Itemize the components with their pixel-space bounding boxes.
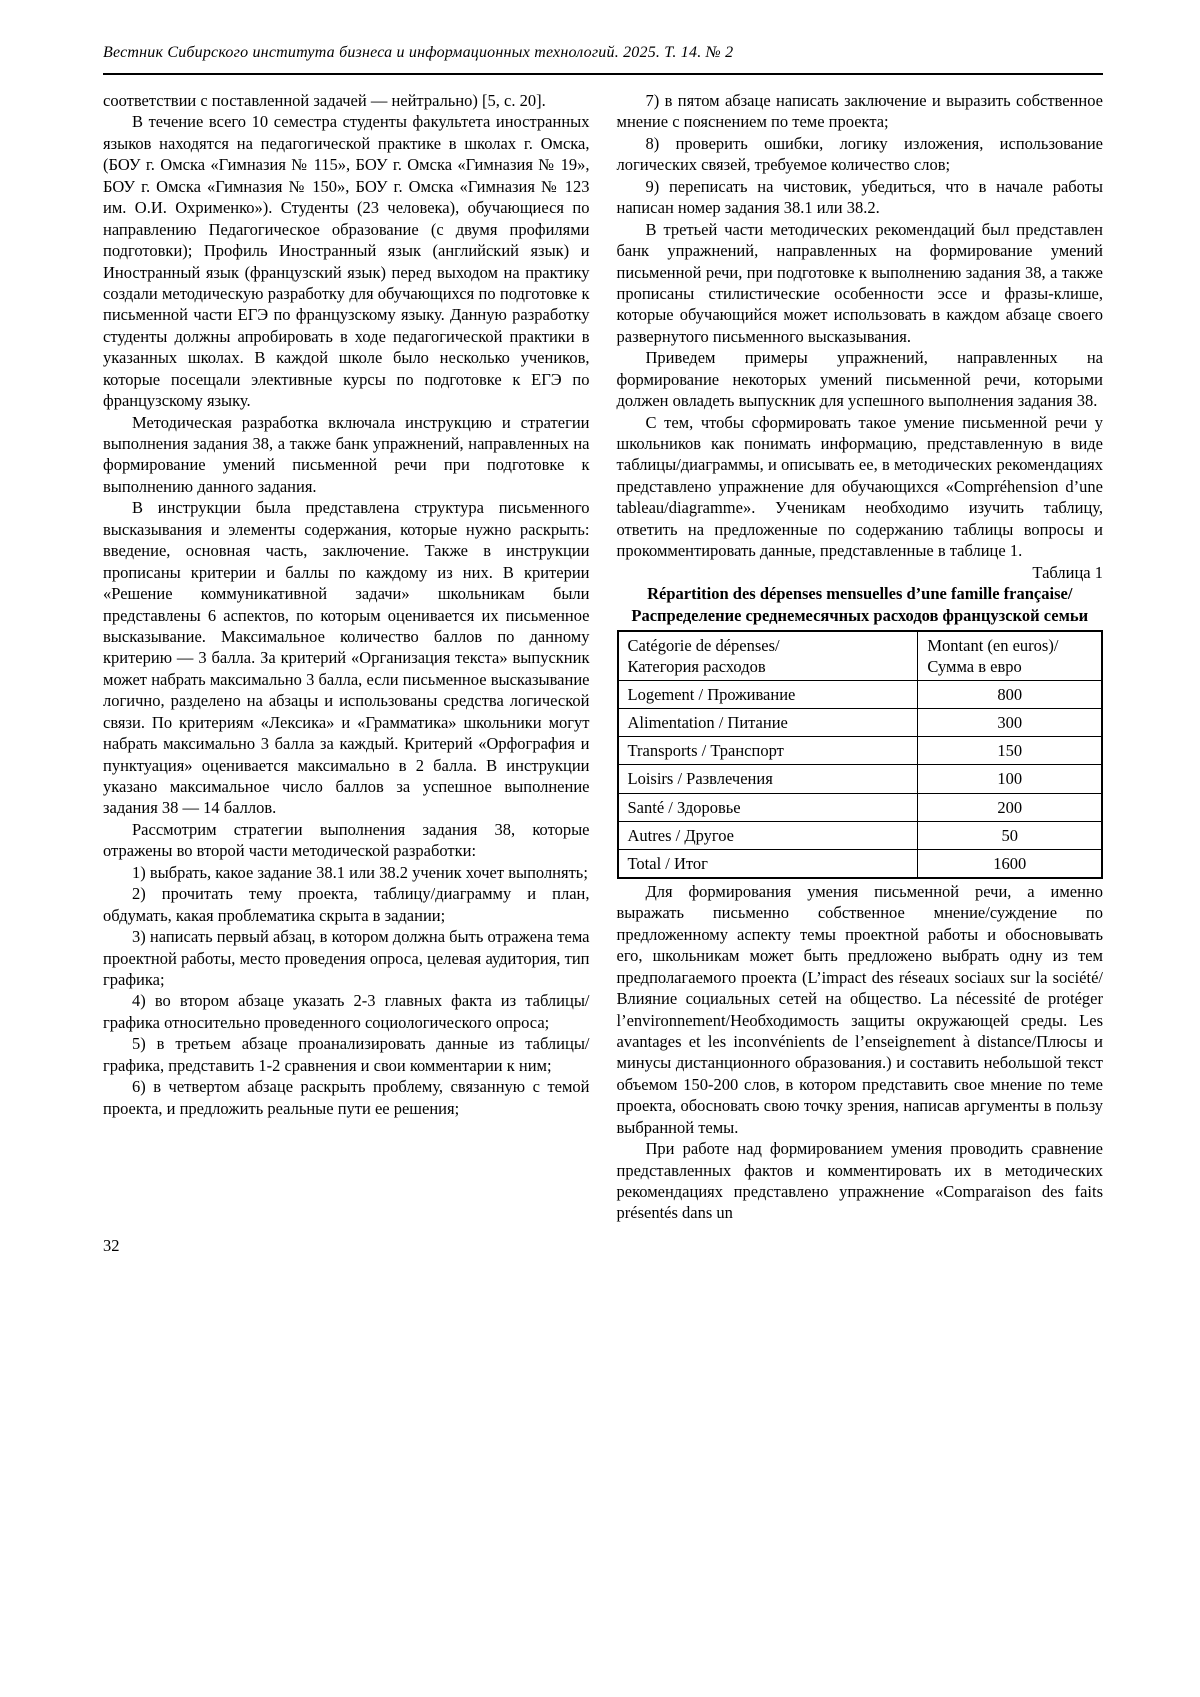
category-cell: Logement / Проживание xyxy=(618,681,918,709)
header-line: Montant (en euros)/ xyxy=(927,635,1059,655)
paragraph: Приведем примеры упражнений, направленных на формирование некоторых умений письменной речи, которыми должен овладеть выпускник для успешного выполнения задания 38. xyxy=(616,348,1103,411)
amount-cell: 300 xyxy=(918,709,1102,737)
amount-cell: 150 xyxy=(918,737,1102,765)
header-line: Catégorie de dépenses/ xyxy=(627,635,780,655)
list-item: 5) в третьем абзаце проанализировать данные из таблицы/графика, представить 1-2 сравнения и свои комментарии к ним; xyxy=(103,1034,590,1075)
header-line: Категория расходов xyxy=(627,657,766,677)
category-cell: Alimentation / Питание xyxy=(618,709,918,737)
left-column xyxy=(103,90,590,1119)
table-row xyxy=(618,681,1103,709)
list-item: 6) в четвертом абзаце раскрыть проблему, связанную с темой проекта, и предложить реальные пути ее решения; xyxy=(103,1077,590,1118)
paragraph: С тем, чтобы сформировать такое умение письменной речи у школьников как понимать информацию, представленную в виде таблицы/диаграммы, и описывать ее, в методических рекомендациях представлено упражнение для обучающихся «Compréhension d’une tableau/diagramme». Ученикам необходимо изучить таблицу, ответить на предложенные по содержанию таблицы вопросы и прокомментировать данные, представленные в таблице 1. xyxy=(616,412,1103,561)
table-caption-label: Таблица 1 xyxy=(1032,562,1103,582)
amount-cell: 800 xyxy=(918,681,1102,709)
amount-header-cell xyxy=(918,631,1102,681)
paragraph: В инструкции была представлена структура письменного высказывания и элементы содержания, которые нужно раскрыть: введение, основная часть, заключение. Также в инструкции прописаны критерии и баллы по каждому из них. В критерии «Решение коммуникативной задачи» школьникам были представлены 6 аспектов, по которым оценивается их письменное высказывание. Максимальное количество баллов по данному критерию — 3 балла. За критерий «Организация текста» выпускник может набрать максимально 3 балла, если письменное высказывание логично, разделено на абзацы и использованы средства логической связи. По критериям «Лексика» и «Грамматика» школьники могут набрать максимально 3 балла за каждый. Критерий «Орфография и пунктуация» оценивается максимально в 2 балла. В инструкции указано максимальное число баллов за успешное выполнение задания 38 — 14 баллов. xyxy=(103,498,590,818)
header-divider xyxy=(103,73,1103,75)
table-row xyxy=(618,821,1103,849)
paragraph: При работе над формированием умения проводить сравнение представленных фактов и комментировать их в методических рекомендациях представлено упражнение «Comparaison des faits présentés dans un xyxy=(616,1139,1103,1223)
page-number: 32 xyxy=(103,1235,120,1255)
paragraph: Для формирования умения письменной речи, а именно выражать письменно собственное мнение/суждение по предложенному аспекту темы проектной работы и обосновывать его, школьникам может быть предложено выбрать одну из тем предполагаемого проекта (L’impact des réseaux sociaux sur la société/ Влияние социальных сетей на общество. La nécessité de protéger l’environnement/Необходимость защиты окружающей среды. Les avantages et les inconvénients de l’enseignement à distance/Плюсы и минусы дистанционного образования.) и составить небольшой текст объемом 150-200 слов, в котором представить свое мнение по теме проекта, обосновать свою точку зрения, написав аргументы в пользу выбранной темы. xyxy=(616,881,1103,1137)
list-item: 3) написать первый абзац, в котором должна быть отражена тема проектной работы, место проведения опроса, целевая аудитория, тип графика; xyxy=(103,927,590,989)
table-row xyxy=(618,793,1103,821)
expenses-table xyxy=(617,630,1104,879)
amount-cell: 200 xyxy=(918,793,1102,821)
table-row xyxy=(618,737,1103,765)
text-columns xyxy=(103,90,1103,1224)
paragraph: В третьей части методических рекомендаций был представлен банк упражнений, направленных на формирование умений письменной речи, при подготовке к выполнению задания 38, а также прописаны стилистические особенности эссе и фразы-клише, которые обучающийся может использовать в каждом абзаце своего развернутого письменного высказывания. xyxy=(616,219,1103,346)
category-cell: Autres / Другое xyxy=(618,821,918,849)
category-cell: Santé / Здоровье xyxy=(618,793,918,821)
table-row xyxy=(618,765,1103,793)
table-title-french: Répartition des dépenses mensuelles d’une famille française/ xyxy=(647,584,1073,604)
category-cell: Total / Итог xyxy=(618,849,918,878)
table-row xyxy=(618,849,1103,878)
list-item: 4) во втором абзаце указать 2-3 главных факта из таблицы/графика относительно проведенного социологического опроса; xyxy=(103,991,590,1032)
list-item: 9) переписать на чистовик, убедиться, что в начале работы написан номер задания 38.1 или 38.2. xyxy=(616,176,1103,218)
category-cell: Transports / Транспорт xyxy=(618,737,918,765)
category-header-cell xyxy=(618,631,918,681)
category-cell: Loisirs / Развлечения xyxy=(618,765,918,793)
amount-cell: 100 xyxy=(918,765,1102,793)
paragraph: Методическая разработка включала инструкцию и стратегии выполнения задания 38, а также банк упражнений, направленных на формирование умений письменной речи при подготовке к выполнению данного задания. xyxy=(103,412,590,496)
paragraph: Рассмотрим стратегии выполнения задания 38, которые отражены во второй части методической разработки: xyxy=(103,819,590,861)
header-line: Сумма в евро xyxy=(927,657,1022,677)
list-item: 2) прочитать тему проекта, таблицу/диаграмму и план, обдумать, какая проблематика скрыта в задании; xyxy=(103,884,590,925)
table-header-row xyxy=(618,631,1103,681)
list-item: 7) в пятом абзаце написать заключение и выразить собственное мнение с пояснением по теме проекта; xyxy=(616,91,1103,132)
right-column xyxy=(617,90,1104,1224)
amount-cell: 50 xyxy=(918,821,1102,849)
paragraph: соответствии с поставленной задачей — нейтрально) [5, с. 20]. xyxy=(103,91,546,110)
table-title-russian: Распределение среднемесячных расходов французской семьи xyxy=(631,605,1089,625)
table-row xyxy=(618,709,1103,737)
journal-header: Вестник Сибирского института бизнеса и информационных технологий. 2025. Т. 14. № 2 xyxy=(103,44,734,61)
list-item: 8) проверить ошибки, логику изложения, использование логических связей, требуемое количество слов; xyxy=(616,133,1103,175)
amount-cell: 1600 xyxy=(918,849,1102,878)
paragraph: В течение всего 10 семестра студенты факультета иностранных языков находятся на педагогической практике в школах г. Омска, (БОУ г. Омска «Гимназия № 115», БОУ г. Омска «Гимназия № 19», БОУ г. Омска «Гимназия № 150», БОУ г. Омска «Гимназия № 123 им. О.И. Охрименко»). Студенты (23 человека), обучающиеся по направлению Педагогическое образование (с двумя профилями подготовки); Профиль Иностранный язык (английский язык) и Иностранный язык (французский язык) перед выходом на практику создали методическую разработку для обучающихся по подготовке к письменной части ЕГЭ по французскому языку. Данную разработку студенты должны апробировать в ходе педагогической практики в указанных школах. В каждой школе было несколько учеников, которые посещали элективные курсы по подготовке к ЕГЭ по французскому языку. xyxy=(103,112,590,411)
list-item: 1) выбрать, какое задание 38.1 или 38.2 ученик хочет выполнять; xyxy=(132,862,588,882)
